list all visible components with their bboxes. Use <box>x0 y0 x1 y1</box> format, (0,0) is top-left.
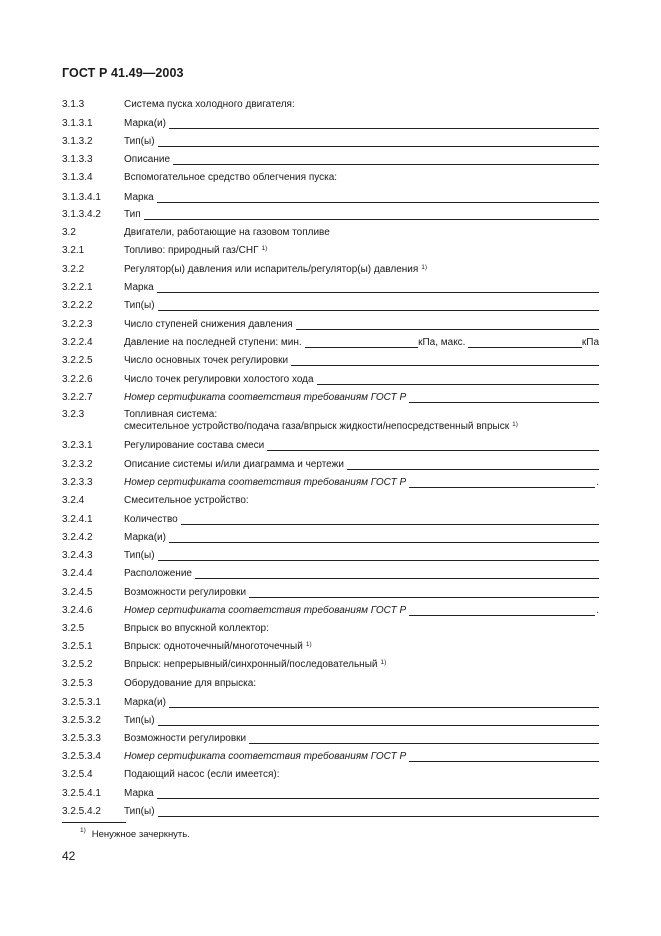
item-label: Номер сертификата соответствия требованиям ГОСТ Р <box>124 477 407 488</box>
footnote-ref: 1) <box>421 264 428 271</box>
item-label: Марка(и) <box>124 697 166 708</box>
blank-field[interactable] <box>249 587 599 598</box>
item-number: 3.2.4.4 <box>62 568 93 579</box>
blank-field[interactable] <box>409 392 599 403</box>
item-label: Марка(и) <box>124 532 166 543</box>
item-number: 3.2.3.2 <box>62 459 93 470</box>
item-label: Подающий насос (если имеется): <box>124 769 280 780</box>
item-number: 3.2.2.2 <box>62 300 93 311</box>
item-label: Возможности регулировки <box>124 587 247 598</box>
blank-field[interactable] <box>169 697 599 708</box>
form-row <box>62 440 599 452</box>
item-number: 3.2.3.3 <box>62 477 93 488</box>
item-label-block <box>124 409 518 433</box>
form-row <box>62 282 599 294</box>
blank-field[interactable] <box>157 788 599 799</box>
blank-field[interactable] <box>169 118 599 129</box>
item-label: Оборудование для впрыска: <box>124 678 257 689</box>
form-row <box>62 374 599 386</box>
form-row <box>62 209 599 221</box>
min-pressure-field[interactable] <box>305 337 418 348</box>
item-label: Смесительное устройство: <box>124 495 249 506</box>
item-label: Тип(ы) <box>124 715 155 726</box>
blank-field[interactable] <box>158 715 599 726</box>
item-label: Марка(и) <box>124 118 166 129</box>
item-label: Описание системы и/или диаграмма и чертежи <box>124 459 344 470</box>
item-label: Топливо: природный газ/СНГ <box>124 245 259 256</box>
trailing-dot: . <box>596 477 599 488</box>
item-number: 3.2.5.4.1 <box>62 788 101 799</box>
page-number: 42 <box>62 849 76 863</box>
item-number: 3.2.5.3.4 <box>62 751 101 762</box>
blank-field[interactable] <box>158 300 599 311</box>
form-row <box>62 733 599 745</box>
form-row <box>62 769 599 781</box>
item-number: 3.1.3.2 <box>62 136 93 147</box>
form-row <box>62 568 599 580</box>
form-row <box>62 300 599 312</box>
form-row <box>62 641 599 653</box>
max-pressure-field[interactable] <box>468 337 581 348</box>
item-label: Тип <box>124 209 141 220</box>
item-number: 3.2.2.7 <box>62 392 93 403</box>
item-number: 3.2.3.1 <box>62 440 93 451</box>
item-number: 3.2.5.3.2 <box>62 715 101 726</box>
item-label: Впрыск во впускной коллектор: <box>124 623 269 634</box>
unit-label: кПа <box>581 337 600 348</box>
form-row <box>62 659 599 671</box>
item-label: Число основных точек регулировки <box>124 355 289 366</box>
item-label: Регулятор(ы) давления или испаритель/регулятор(ы) давления <box>124 264 419 275</box>
item-label: Марка <box>124 192 154 203</box>
item-label: Тип(ы) <box>124 136 155 147</box>
item-number: 3.2.2.6 <box>62 374 93 385</box>
item-label: Расположение <box>124 568 192 579</box>
form-row <box>62 806 599 818</box>
blank-field[interactable] <box>169 532 599 543</box>
item-number: 3.1.3.4 <box>62 172 93 183</box>
form-row <box>62 172 599 184</box>
item-label: Впрыск: непрерывный/синхронный/последовательный <box>124 659 378 670</box>
blank-field[interactable] <box>144 209 599 220</box>
form-row <box>62 337 599 349</box>
form-row <box>62 697 599 709</box>
item-number: 3.2.4.1 <box>62 514 93 525</box>
form-row <box>62 678 599 690</box>
form-row <box>62 392 599 404</box>
form-row <box>62 99 599 111</box>
form-row <box>62 751 599 763</box>
item-number: 3.1.3.3 <box>62 154 93 165</box>
item-label: Давление на последней ступени: мин. <box>124 337 302 348</box>
form-row <box>62 477 599 489</box>
form-row <box>62 459 599 471</box>
item-number: 3.1.3 <box>62 99 85 110</box>
form-row <box>62 118 599 130</box>
item-number: 3.2.2.3 <box>62 319 93 330</box>
item-number: 3.2.2.5 <box>62 355 93 366</box>
form-row <box>62 264 599 276</box>
form-row <box>62 715 599 727</box>
item-number: 3.2.2 <box>62 264 85 275</box>
item-label: Топливная система: <box>124 409 218 420</box>
blank-field[interactable] <box>181 514 599 525</box>
form-row <box>62 154 599 166</box>
blank-field[interactable] <box>347 459 599 470</box>
document-header: ГОСТ Р 41.49—2003 <box>62 66 184 80</box>
item-label: Вспомогательное средство облегчения пуска: <box>124 172 338 183</box>
footnote-text: Ненужное зачеркнуть. <box>91 829 190 840</box>
item-number: 3.2.2.4 <box>62 337 93 348</box>
blank-field[interactable] <box>157 192 599 203</box>
form-row <box>62 319 599 331</box>
form-row <box>62 623 599 635</box>
item-number: 3.2.5.1 <box>62 641 93 652</box>
blank-field[interactable] <box>409 751 599 762</box>
item-number: 3.2.2.1 <box>62 282 93 293</box>
footnote-ref: 1) <box>512 421 518 428</box>
footnote-ref: 1) <box>305 641 312 648</box>
blank-field[interactable] <box>195 568 599 579</box>
form-row <box>62 587 599 599</box>
form-row <box>62 355 599 367</box>
item-number: 3.1.3.4.2 <box>62 209 101 220</box>
blank-field[interactable] <box>157 282 599 293</box>
item-label: Номер сертификата соответствия требованиям ГОСТ Р <box>124 392 407 403</box>
item-label: Номер сертификата соответствия требованиям ГОСТ Р <box>124 751 407 762</box>
footnote-mark: 1) <box>80 827 86 834</box>
item-number: 3.1.3.4.1 <box>62 192 101 203</box>
form-row <box>62 495 599 507</box>
blank-field[interactable] <box>158 806 599 817</box>
blank-field[interactable] <box>158 550 599 561</box>
form-row <box>62 532 599 544</box>
blank-field[interactable] <box>409 605 595 616</box>
item-label: Марка <box>124 282 154 293</box>
item-number: 3.2.4 <box>62 495 85 506</box>
form-row <box>62 136 599 148</box>
unit-label: кПа, макс. <box>418 337 466 348</box>
form-row <box>62 192 599 204</box>
item-label: Система пуска холодного двигателя: <box>124 99 295 110</box>
blank-field[interactable] <box>158 136 599 147</box>
item-number: 3.2.4.3 <box>62 550 93 561</box>
item-label: Количество <box>124 514 178 525</box>
form-row <box>62 245 599 257</box>
item-number: 3.2.5.3.1 <box>62 697 101 708</box>
item-number: 3.2.1 <box>62 245 85 256</box>
item-label: Тип(ы) <box>124 806 155 817</box>
item-label: Возможности регулировки <box>124 733 247 744</box>
item-label: Регулирование состава смеси <box>124 440 265 451</box>
form-row <box>62 788 599 800</box>
blank-field[interactable] <box>409 477 595 488</box>
item-number: 3.2.5 <box>62 623 85 634</box>
blank-field[interactable] <box>173 154 599 165</box>
footnote-ref: 1) <box>261 245 268 252</box>
item-label: Число точек регулировки холостого хода <box>124 374 314 385</box>
item-number: 3.2.4.2 <box>62 532 93 543</box>
item-number: 3.2.5.4 <box>62 769 93 780</box>
item-number: 3.2.4.5 <box>62 587 93 598</box>
footnote-ref: 1) <box>380 659 387 666</box>
item-number: 3.2.5.3 <box>62 678 93 689</box>
item-number: 3.2.5.4.2 <box>62 806 101 817</box>
item-label: Номер сертификата соответствия требованиям ГОСТ Р <box>124 605 407 616</box>
item-label: Впрыск: одноточечный/многоточечный <box>124 641 303 652</box>
blank-field[interactable] <box>317 374 599 385</box>
item-label-text: смесительное устройство/подача газа/впрыск жидкости/непосредственный впрыск <box>124 421 510 432</box>
item-number: 3.1.3.1 <box>62 118 93 129</box>
item-label: Тип(ы) <box>124 300 155 311</box>
item-number: 3.2.5.3.3 <box>62 733 101 744</box>
item-label: Марка <box>124 788 154 799</box>
form-row <box>62 227 599 239</box>
footnote <box>80 829 190 840</box>
item-number: 3.2.5.2 <box>62 659 93 670</box>
footnote-divider <box>62 822 126 823</box>
item-label: Двигатели, работающие на газовом топливе <box>124 227 330 238</box>
item-label: Описание <box>124 154 171 165</box>
item-number: 3.2.3 <box>62 409 85 420</box>
form-row <box>62 514 599 526</box>
form-row <box>62 409 599 433</box>
item-label: Тип(ы) <box>124 550 155 561</box>
item-number: 3.2 <box>62 227 76 238</box>
item-number: 3.2.4.6 <box>62 605 93 616</box>
item-label: Число ступеней снижения давления <box>124 319 293 330</box>
item-label-line2 <box>124 421 518 433</box>
form-row <box>62 550 599 562</box>
blank-field[interactable] <box>291 355 599 366</box>
blank-field[interactable] <box>267 440 599 451</box>
trailing-dot: . <box>596 605 599 616</box>
blank-field[interactable] <box>249 733 599 744</box>
blank-field[interactable] <box>296 319 599 330</box>
form-row <box>62 605 599 617</box>
